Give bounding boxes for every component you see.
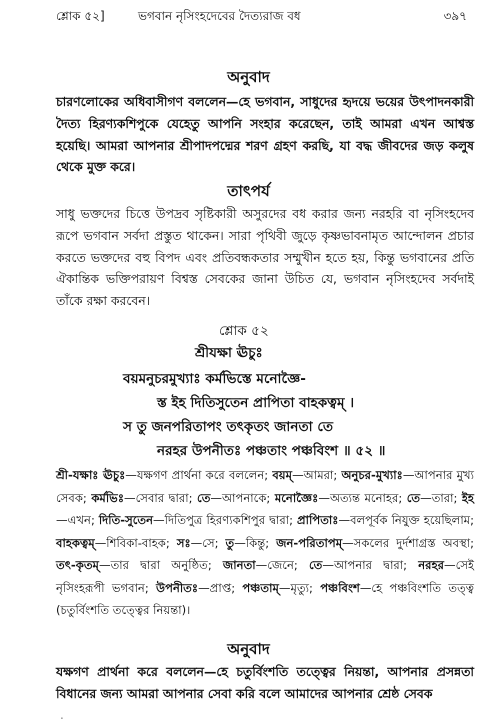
page-number: ৩৯৭ (443, 9, 467, 23)
synonym-meaning: আমরা; (303, 468, 338, 482)
translation-heading-2: অনুবাদ (227, 640, 270, 658)
word-for-word-synonyms: শ্রী-যক্ষাঃ ঊচুঃ—যক্ষগণ প্রার্থনা করে বললেন; বয়ম্—আমরা; অনুচর-মুখ্যাঃ—আপনার মুখ্য সেবক; কর্মভিঃ—সেবার দ্বারা; তে—আপনাকে; মনোজ্ঞৈঃ—অত্যন্ত মনোহর; তে—তারা; ইহ—এখন; দিতি-সুতেন—দিতিপুত্র হিরণ্যকশিপুর দ্বারা; প্রাপিতাঃ—বলপূর্বক নিযুক্ত হয়েছিলাম; বাহকত্বম্—শিবিকা-বাহক; সঃ—সে; তু—কিন্তু; জন-পরিতাপম্—সকলের দুর্দশাগ্রস্ত অবস্থা; তৎ-কৃতম্—তার দ্বারা অনুষ্ঠিত; জানতা—জেনে; তে—আপনার দ্বারা; নরহর—সেই নৃসিংহরূপী ভগবান; উপনীতঃ—প্রাপ্ত; পঞ্চতাম্—মৃত্যু; পঞ্চবিংশ—হে পঞ্চবিংশতি তত্ত্ব (চতুর্বিংশতি তত্ত্বের নিয়ন্তা)। (56, 468, 475, 617)
synonym-term: সঃ (176, 535, 191, 550)
synonym-term: কর্মভিঃ (91, 490, 124, 505)
synonym-meaning: বলপূর্বক নিযুক্ত হয়েছিলাম; (350, 513, 475, 527)
synonym-term: নরহর (418, 558, 445, 572)
synonym-term: পঞ্চবিংশ (320, 580, 360, 595)
verse-line-4: নরহর উপনীতঃ পঞ্চতাং পঞ্চবিংশ ॥ ৫২ ॥ (157, 443, 386, 459)
synonym-meaning: আপনার মুখ্য সেবক; (56, 468, 475, 505)
synonym-term: পঞ্চতাম্ (242, 580, 279, 595)
synonym-term: তৎ-কৃতম্ (56, 558, 99, 572)
synonym-meaning: শিবিকা-বাহক; (106, 535, 170, 550)
synonym-meaning: সেই নৃসিংহরূপী ভগবান; (56, 558, 475, 595)
verse-number: শ্লোক ৫২ (219, 323, 269, 339)
synonym-meaning: মৃত্যু; (290, 580, 313, 595)
verse-line-2: স্ত ইহ দিতিসুতেন প্রাপিতা বাহকত্বম্ । (157, 395, 355, 411)
synonym-term: ইহ (461, 490, 475, 505)
synonym-meaning: প্রাপ্ত; (209, 580, 236, 595)
synonym-meaning: আপনার দ্বারা; (333, 558, 408, 572)
synonym-meaning: কিন্তু; (245, 535, 270, 550)
translation-heading: অনুবাদ (227, 68, 270, 86)
synonym-term: তে (308, 558, 323, 572)
synonym-meaning: দিতিপুত্র হিরণ্যকশিপুর দ্বারা; (164, 513, 294, 527)
synonym-term: বাহকত্বম্ (56, 535, 95, 550)
verse-line-3: স তু জনপরিতাপং তৎকৃতং জানতা তে (123, 419, 334, 435)
synonym-term: বয়ম্ (272, 468, 293, 482)
synonym-term: জানতা (222, 558, 256, 572)
synonym-meaning: তার দ্বারা অনুষ্ঠিত; (110, 558, 212, 572)
synonym-term: শ্রী-যক্ষাঃ ঊচুঃ (56, 468, 126, 482)
synonym-term: উপনীতঃ (156, 580, 199, 595)
synonym-term: তু (225, 535, 235, 550)
verse-line-1: বয়মনুচরমুখ্যাঃ কর্মভিস্তে মনোজ্ঞৈ- (123, 371, 306, 387)
header-chapter-title: ভগবান নৃসিংহদেবের দৈত্যরাজ বধ (138, 9, 301, 23)
synonym-meaning: হে পঞ্চবিংশতি তত্ত্ব (চতুর্বিংশতি তত্ত্বের নিয়ন্তা)। (56, 580, 475, 617)
page-speck: . (60, 708, 64, 722)
synonym-term: অনুচর-মুখ্যাঃ (341, 468, 403, 482)
synonym-meaning: সকলের দুর্দশাগ্রস্ত অবস্থা; (353, 535, 475, 550)
synonym-term: মনোজ্ঞৈঃ (274, 490, 319, 505)
synonym-meaning: সেবার দ্বারা; (135, 490, 193, 505)
translation-text-2: যক্ষগণ প্রার্থনা করে বললেন—হে চতুর্বিংশতি তত্ত্বের নিয়ন্তা, আপনার প্রসন্নতা বিধানের জন্য আমরা আপনার সেবা করি বলে আমাদের আপনার শ্রেষ্ঠ সেবক (56, 664, 474, 701)
synonym-meaning: এখন; (67, 513, 95, 527)
verse-speaker: শ্রীযক্ষা ঊচুঃ (195, 345, 263, 361)
synonym-meaning: জেনে; (267, 558, 298, 572)
translation-text: চারণলোকের অধিবাসীগণ বললেন—হে ভগবান, সাধুদের হৃদয়ে ভয়ের উৎপাদনকারী দৈত্য হিরণ্যকশিপুকে যেহেতু আপনি সংহার করেছেন, তাই আমরা এখন আশ্বস্ত হয়েছি। আমরা আপনার শ্রীপাদপদ্মের শরণ গ্রহণ করছি, যা বদ্ধ জীবদের জড় কলুষ থেকে মুক্ত করে। (56, 94, 474, 175)
synonym-term: দিতি-সুতেন (98, 513, 154, 527)
synonym-term: প্রাপিতাঃ (297, 513, 339, 527)
purport-text: সাধু ভক্তদের চিত্তে উপদ্রব সৃষ্টিকারী অসুরদের বধ করার জন্য নরহরি বা নৃসিংহদেব রূপে ভগবান সর্বদা প্রস্তুত থাকেন। সারা পৃথিবী জুড়ে কৃষ্ণভাবনামৃত আন্দোলন প্রচার করতে ভক্তদের বহু বিপদ এবং প্রতিবন্ধকতার সম্মুখীন হতে হয়, কিন্তু ভগবানের প্রতি ঐকান্তিক ভক্তিপরায়ণ বিশ্বস্ত সেবকের জানা উচিত যে, ভগবান নৃসিংহদেব সর্বদাই তাঁকে রক্ষা করবেন। (56, 206, 474, 309)
running-header (56, 8, 467, 30)
synonym-term: তে (406, 490, 421, 505)
synonym-meaning: তারা; (431, 490, 458, 505)
synonym-term: জন-পরিতাপম্ (276, 535, 343, 550)
synonym-meaning: আপনাকে; (221, 490, 271, 505)
synonym-term: তে (196, 490, 211, 505)
synonym-meaning: যক্ষগণ প্রার্থনা করে বললেন; (136, 468, 269, 482)
synonym-meaning: অত্যন্ত মনোহর; (329, 490, 403, 505)
header-verse-ref: শ্লোক ৫২] (56, 9, 105, 23)
synonym-meaning: সে; (202, 535, 219, 550)
purport-heading: তাৎপর্য (227, 182, 270, 200)
